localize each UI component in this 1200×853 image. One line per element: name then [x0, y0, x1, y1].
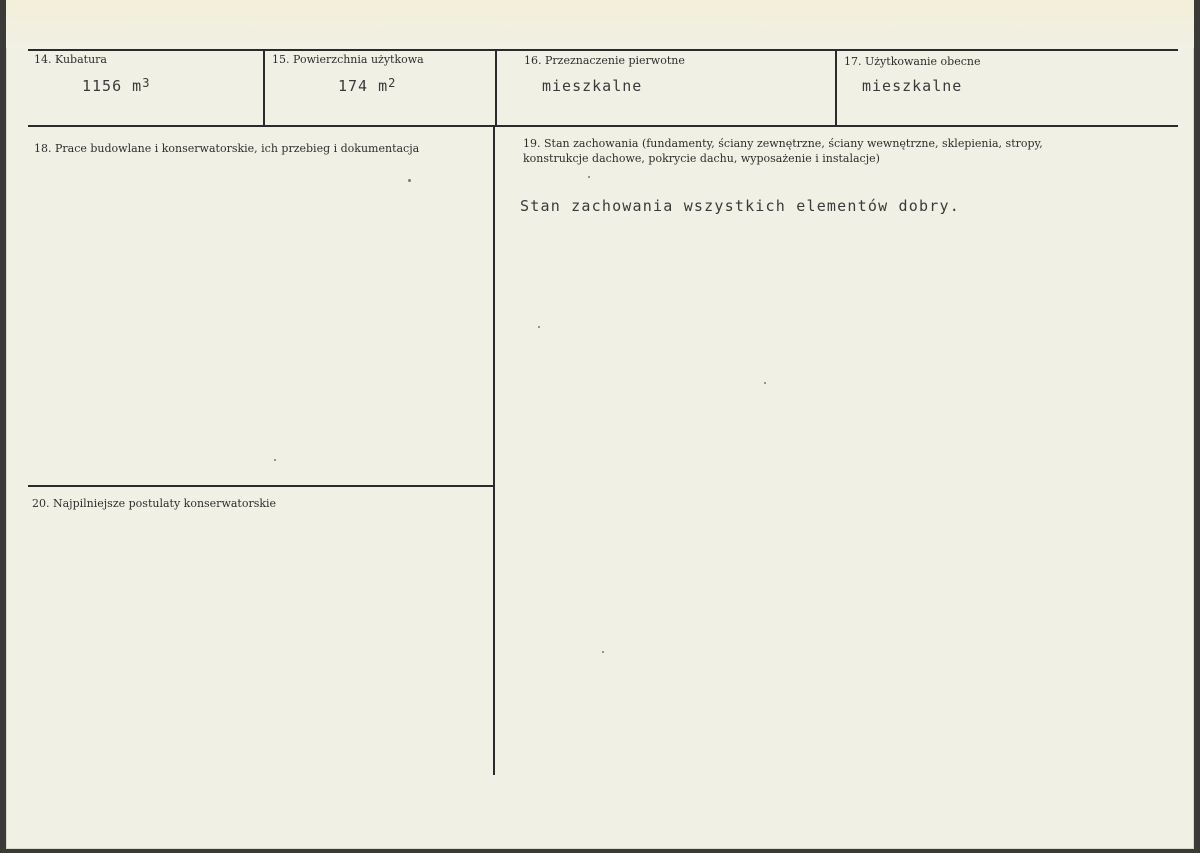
- field17-value: mieszkalne: [862, 77, 963, 95]
- field14-value-exponent: 3: [142, 76, 151, 90]
- paper-speck: [538, 326, 540, 328]
- top-rule: [28, 49, 1178, 51]
- field16-value: mieszkalne: [542, 77, 643, 95]
- field14-label: 14. Kubatura: [34, 53, 107, 66]
- field16-label: 16. Przeznaczenie pierwotne: [524, 54, 685, 67]
- paper-speck: [764, 382, 766, 384]
- field17-label: 17. Użytkowanie obecne: [844, 55, 981, 68]
- row1-bottom-rule: [28, 125, 1178, 127]
- divider-16-17: [835, 49, 837, 125]
- record-card: [6, 0, 1194, 849]
- field14-value-text: 1156 m: [82, 77, 143, 95]
- paper-speck: [602, 651, 604, 653]
- field19-label-line2: konstrukcje dachowe, pokrycie dachu, wyposażenie i instalacje): [523, 152, 880, 165]
- field19-value: Stan zachowania wszystkich elementów dobry.: [520, 197, 960, 215]
- divider-14-15: [263, 49, 265, 125]
- field15-value-text: 174 m: [338, 77, 389, 95]
- field18-label: 18. Prace budowlane i konserwatorskie, ich przebieg i dokumentacja: [34, 142, 420, 155]
- main-divider: [493, 125, 495, 775]
- field19-label-line1: 19. Stan zachowania (fundamenty, ściany zewnętrzne, ściany wewnętrzne, sklepienia, stropy,: [523, 137, 1043, 150]
- paper-speck: [408, 179, 411, 182]
- paper-speck: [588, 176, 590, 178]
- divider-15-16: [495, 49, 497, 125]
- field20-top-rule: [28, 485, 493, 487]
- field15-value-exponent: 2: [388, 76, 397, 90]
- field14-value: [82, 77, 150, 95]
- field20-label: 20. Najpilniejsze postulaty konserwatorskie: [32, 497, 277, 510]
- paper-speck: [274, 459, 276, 461]
- field15-label: 15. Powierzchnia użytkowa: [272, 53, 424, 66]
- field15-value: [338, 77, 396, 95]
